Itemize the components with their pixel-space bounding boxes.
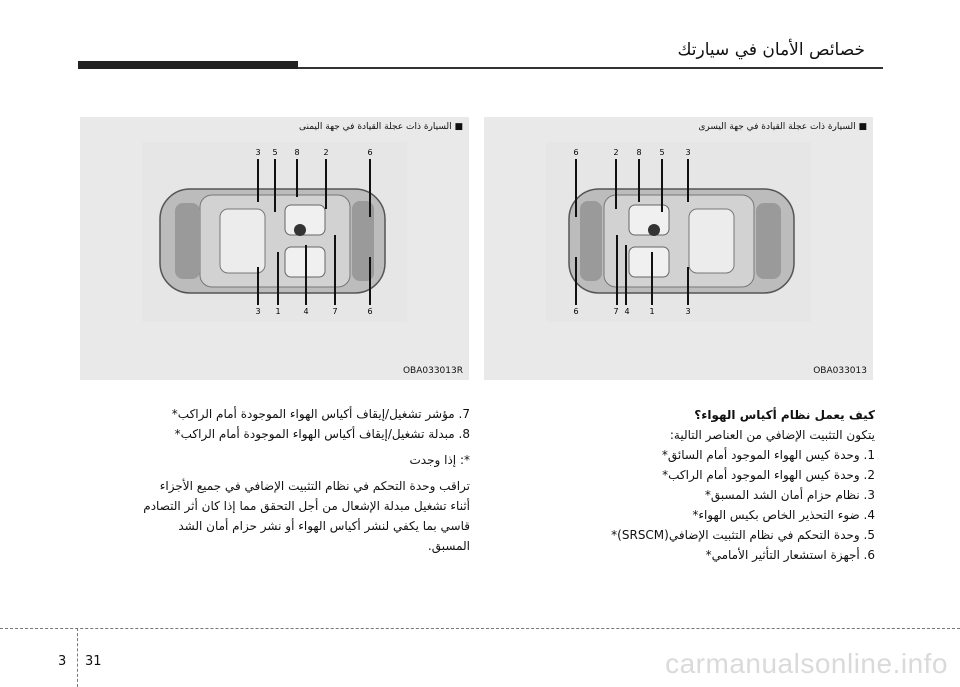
list-item: 6. أجهزة استشعار التأثير الأمامي*	[705, 548, 875, 562]
label-1-bottom: 1	[649, 307, 655, 316]
label-3-bottom: 3	[255, 307, 261, 316]
list-item: 8. مبدلة تشغيل/إيقاف أكياس الهواء الموجودة أمام الراكب*	[174, 427, 470, 441]
label-2-top: 2	[323, 148, 329, 157]
list-item: 3. نظام حزام أمان الشد المسبق*	[704, 488, 875, 502]
list-item: 5. وحدة التحكم في نظام التثبيت الإضافي(SRSCM)*	[611, 528, 875, 542]
section-intro: يتكون التثبيت الإضافي من العناصر التالية:	[669, 428, 875, 442]
label-5-top: 5	[659, 148, 665, 157]
description-paragraph: تراقب وحدة التحكم في نظام التثبيت الإضافي في جميع الأجزاء أثناء تشغيل مبدلة الإشعال من أجل التحقق مما إذا كان أثر التصادم قاسي بما يكفي لنشر أكياس الهواء أو نشر حزام أمان الشد المسبق.	[143, 479, 470, 553]
page-number: 31	[85, 654, 102, 669]
windshield	[580, 201, 602, 281]
steering-wheel	[648, 224, 660, 236]
label-7-bottom: 7	[613, 307, 619, 316]
label-6-bottom: 6	[367, 307, 373, 316]
list-item: 1. وحدة كيس الهواء الموجود أمام السائق*	[661, 448, 875, 462]
car-topview-diagram-lhd	[484, 117, 873, 380]
rear-window	[175, 203, 200, 279]
list-item: 7. مؤشر تشغيل/إيقاف أكياس الهواء الموجودة أمام الراكب*	[171, 407, 470, 421]
page-title: خصائص الأمان في سيارتك	[677, 40, 865, 60]
front-seat-bottom	[629, 247, 669, 277]
section-heading: كيف يعمل نظام أكياس الهواء؟	[694, 408, 875, 422]
label-6-top: 6	[367, 148, 373, 157]
label-7-bottom: 7	[332, 307, 338, 316]
figure-code: OBA033013	[813, 366, 867, 376]
figure-lhd-panel	[484, 117, 873, 380]
label-3-bottom: 3	[685, 307, 691, 316]
label-3-top: 3	[255, 148, 261, 157]
watermark: carmanualsonline.info	[665, 648, 948, 679]
list-item: 4. ضوء التحذير الخاص بكيس الهواء*	[692, 508, 875, 522]
figure-code: OBA033013R	[402, 366, 463, 376]
rear-window	[756, 203, 781, 279]
list-item: 2. وحدة كيس الهواء الموجود أمام الراكب*	[662, 468, 875, 482]
airbag-system-section	[530, 405, 875, 565]
chapter-number: 3	[58, 654, 67, 669]
label-4-bottom: 4	[624, 307, 630, 316]
footer-divider	[77, 628, 78, 687]
figure-caption: ■ السيارة ذات عجلة القيادة في جهة اليسرى	[698, 122, 867, 132]
label-8-top: 8	[636, 148, 642, 157]
header-accent-bar	[78, 61, 298, 69]
footnote: *: إذا وجدت	[409, 453, 470, 467]
label-4-bottom: 4	[303, 307, 309, 316]
rear-seat	[220, 209, 265, 273]
steering-wheel	[294, 224, 306, 236]
label-1-bottom: 1	[275, 307, 281, 316]
label-2-top: 2	[613, 148, 619, 157]
figure-rhd-panel	[80, 117, 469, 380]
label-8-top: 8	[294, 148, 300, 157]
label-5-top: 5	[272, 148, 278, 157]
car-topview-diagram-rhd	[80, 117, 469, 380]
rear-seat	[689, 209, 734, 273]
airbag-system-continued	[140, 404, 470, 556]
footer-rule	[0, 628, 960, 629]
label-6-top: 6	[573, 148, 579, 157]
figure-caption: ■ السيارة ذات عجلة القيادة في جهة اليمنى	[299, 122, 463, 132]
label-6-bottom: 6	[573, 307, 579, 316]
label-3-top: 3	[685, 148, 691, 157]
